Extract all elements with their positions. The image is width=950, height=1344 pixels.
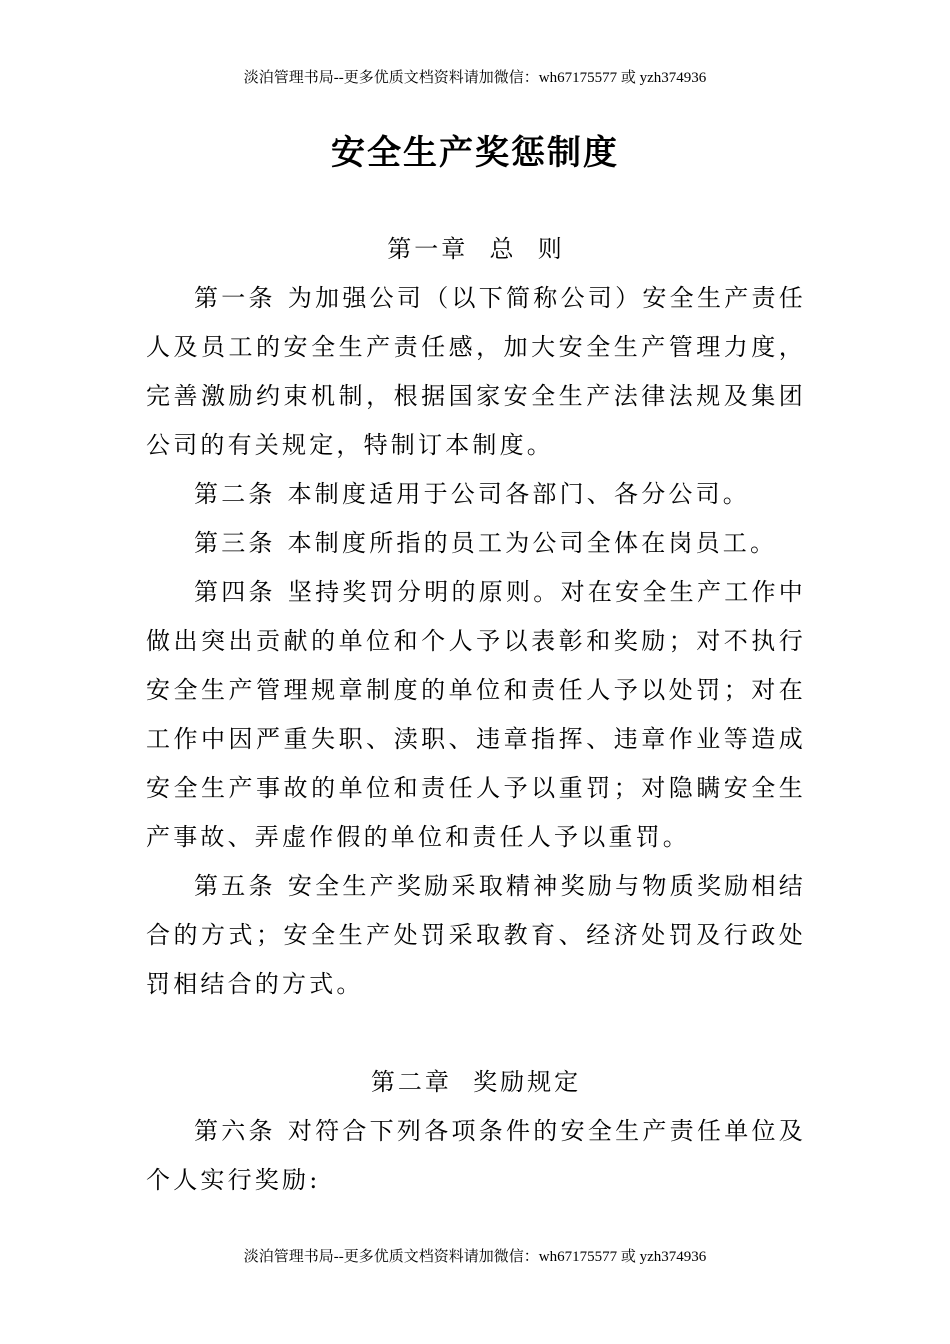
article-6 xyxy=(146,1107,806,1205)
article-2-text: 本制度适用于公司各部门、各分公司。 xyxy=(287,480,751,508)
article-1-label: 第一条 xyxy=(194,284,276,312)
header-note: 淡泊管理书局--更多优质文档资料请加微信：wh67175577 或 yzh374936 xyxy=(243,70,707,86)
article-4-text: 坚持奖罚分明的原则。对在安全生产工作中做出突出贡献的单位和个人予以表彰和奖励；对不执行安全生产管理规章制度的单位和责任人予以处罚；对在工作中因严重失职、渎职、违章指挥、违章作业等造成安全生产事故的单位和责任人予以重罚；对隐瞒安全生产事故、弄虚作假的单位和责任人予以重罚。 xyxy=(146,578,806,851)
article-4 xyxy=(146,568,806,862)
article-2-label: 第二条 xyxy=(194,480,276,508)
article-6-text: 对符合下列各项条件的安全生产责任单位及个人实行奖励: xyxy=(146,1117,806,1194)
chapter-2-heading: 第二章 奖励规定 xyxy=(370,1068,582,1096)
article-3-label: 第三条 xyxy=(194,529,276,557)
article-3-text: 本制度所指的员工为公司全体在岗员工。 xyxy=(287,529,778,557)
article-5 xyxy=(146,862,806,1009)
document-title: 安全生产奖惩制度 xyxy=(331,133,619,173)
chapter-spacer xyxy=(146,1009,806,1058)
article-6-label: 第六条 xyxy=(194,1117,276,1145)
article-1 xyxy=(146,274,806,470)
document-body xyxy=(146,225,806,1205)
article-4-label: 第四条 xyxy=(194,578,276,606)
article-1-text: 为加强公司（以下简称公司）安全生产责任人及员工的安全生产责任感，加大安全生产管理力度，完善激励约束机制，根据国家安全生产法律法规及集团公司的有关规定，特制订本制度。 xyxy=(146,284,806,459)
article-2 xyxy=(146,470,806,519)
chapter-1-heading: 第一章 总 则 xyxy=(387,235,565,263)
footer-note: 淡泊管理书局--更多优质文档资料请加微信：wh67175577 或 yzh374936 xyxy=(243,1249,707,1265)
article-5-text: 安全生产奖励采取精神奖励与物质奖励相结合的方式；安全生产处罚采取教育、经济处罚及行政处罚相结合的方式。 xyxy=(146,872,806,998)
article-3 xyxy=(146,519,806,568)
article-5-label: 第五条 xyxy=(194,872,276,900)
